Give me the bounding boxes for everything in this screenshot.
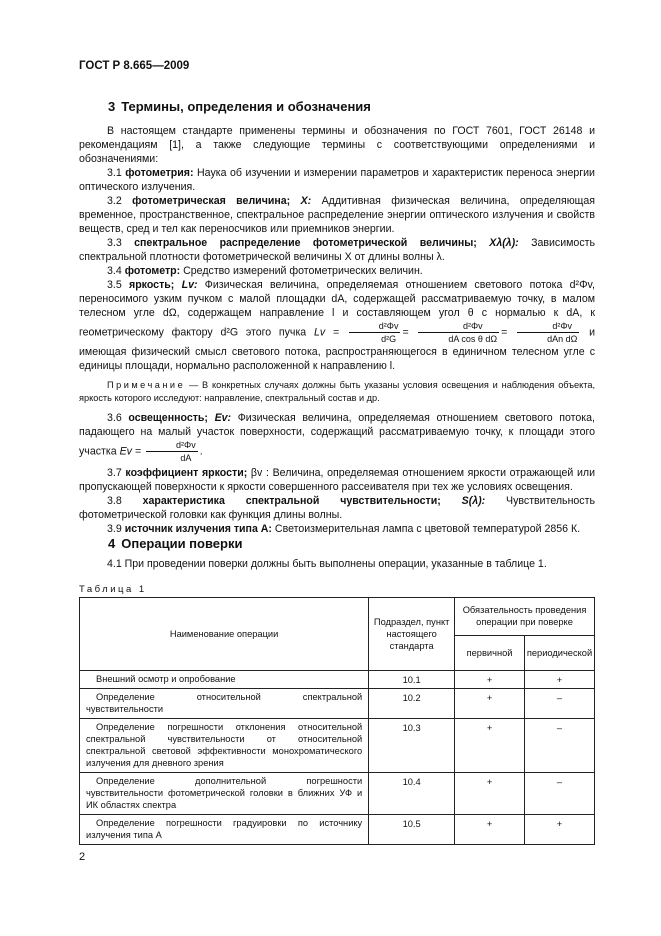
note bbox=[79, 379, 595, 405]
term-number: 3.7 bbox=[107, 467, 122, 479]
term-symbol: Lv: bbox=[181, 279, 198, 291]
term-number: 3.5 bbox=[107, 279, 122, 291]
periodic-cell: – bbox=[524, 719, 594, 773]
header-operation: Наименование операции bbox=[80, 598, 369, 671]
term-number: 3.8 bbox=[107, 495, 122, 507]
term-symbol: Ev: bbox=[214, 412, 232, 424]
periodic-cell: + bbox=[524, 815, 594, 845]
term-name: фотометрическая величина; bbox=[132, 195, 291, 207]
term-3-5: 3.5 яркость; Lv: Физическая величина, определяемая отношением светового потока d²Φv, переносимого узким пучком с малой площадки dA, содержащей рассматриваемую точку, в малом телесном угле dΩ, содержащем направление l и составляющем угол θ с нормалью к dA, к геометрическому фактору d²G этого пучка Lv = $\frac{\text{d²Φv}}{\text{d²G}}$ = $\frac{\text{d²Φv}}{\text{dA cos θ dΩ}}$ = $\frac{\text{d²Φv}}{\text{dAn dΩ}}$ и имеющая физический смысл светового потока, распространяющегося в единичном телесном угле с единицы площади, нормально расположенной к направлению l. bbox=[79, 279, 595, 372]
illuminance-fraction: $\frac{\text{d²Φv}}{dA}$ bbox=[146, 439, 198, 464]
luminance-fraction-3: $\frac{\text{d²Φv}}{\text{dAn dΩ}}$ bbox=[517, 320, 579, 345]
section-4-body bbox=[79, 557, 595, 571]
header-obligation: Обязательность проведения операции при поверке bbox=[455, 598, 595, 636]
primary-cell: + bbox=[455, 773, 525, 815]
table-row bbox=[80, 815, 595, 845]
primary-cell: + bbox=[455, 719, 525, 773]
header-primary: первичной bbox=[455, 635, 525, 671]
table-row bbox=[80, 689, 595, 719]
document-header: ГОСТ Р 8.665—2009 bbox=[79, 60, 190, 72]
term-definition: Физическая величина, определяемая отношением светового потока, падающего на малый участок поверхности, содержащий рассматриваемую точку, к площади этого участка bbox=[79, 412, 595, 458]
term-definition: Аддитивная физическая величина, определяющая временное, пространственное, спектральное распределение энергии оптического излучения и свойств веществ, сред и тел как переносчиков или приемников энергии. bbox=[79, 195, 596, 235]
term-definition-tail: и имеющая физический смысл светового потока, распространяющегося в единичном телесном угле с единицы площади, нормально расположенной к направлению l. bbox=[79, 326, 595, 372]
term-name: фотометр: bbox=[124, 265, 181, 277]
term-3-1 bbox=[79, 166, 595, 194]
section-3-title: Термины, определения и обозначения bbox=[121, 99, 371, 114]
operation-cell: Определение дополнительной погрешности чувствительности фотометрической головки в ближних УФ и ИК областях спектра bbox=[80, 773, 369, 815]
term-definition: Физическая величина, определяемая отношением светового потока d²Φv, переносимого узким пучком с малой площадки dA, содержащей рассматриваемую точку, в малом телесном угле dΩ, содержащем направление l и составляющем угол θ с нормалью к dA, к геометрическому фактору d²G этого пучка bbox=[79, 279, 595, 339]
table-row bbox=[80, 773, 595, 815]
primary-cell: + bbox=[455, 815, 525, 845]
luminance-fraction-1: $\frac{\text{d²Φv}}{\text{d²G}}$ bbox=[349, 320, 401, 345]
formula-lhs: Lv = bbox=[313, 326, 340, 339]
term-number: 3.9 bbox=[107, 523, 122, 535]
periodic-cell: – bbox=[524, 773, 594, 815]
term-name: источник излучения типа А: bbox=[124, 523, 272, 535]
term-name: фотометрия: bbox=[125, 167, 194, 179]
section-4-heading bbox=[108, 536, 242, 551]
operation-cell: Внешний осмотр и опробование bbox=[80, 671, 369, 689]
section-3-body bbox=[79, 124, 595, 536]
term-definition: Светоизмерительная лампа с цветовой температурой 2856 К. bbox=[274, 523, 581, 535]
term-3-4 bbox=[79, 264, 595, 278]
page-number: 2 bbox=[79, 851, 86, 863]
subsection-cell: 10.2 bbox=[369, 689, 455, 719]
subsection-cell: 10.4 bbox=[369, 773, 455, 815]
term-definition: Величина, определяемая отношением яркости отражающей или пропускающей поверхности к яркости совершенного рассеивателя при тех же условиях освещения. bbox=[79, 467, 595, 493]
section-3-intro: В настоящем стандарте применены термины и обозначения по ГОСТ 7601, ГОСТ 26148 и рекомендациям [1], а также следующие термины с соответствующими определениями и обозначениями: bbox=[79, 125, 595, 165]
term-definition: Чувствительность фотометрической головки как функция длины волны. bbox=[79, 495, 595, 521]
primary-cell: + bbox=[455, 671, 525, 689]
operation-cell: Определение погрешности отклонения относительной спектральной чувствительности от относительной спектральной световой эффективности монохроматического излучения для дневного зрения bbox=[80, 719, 369, 773]
section-3-heading bbox=[108, 99, 371, 114]
table-row bbox=[80, 719, 595, 773]
term-symbol: X: bbox=[300, 195, 312, 207]
operations-table bbox=[79, 597, 595, 845]
term-definition: Наука об изучении и измерении параметров и характеристик переноса энергии оптического излучения. bbox=[79, 167, 595, 193]
term-number: 3.1 bbox=[107, 167, 122, 179]
operation-cell: Определение относительной спектральной чувствительности bbox=[80, 689, 369, 719]
term-name: освещенность; bbox=[128, 412, 208, 424]
note-label: Примечание bbox=[107, 380, 186, 390]
term-symbol: S(λ): bbox=[461, 495, 486, 507]
periodic-cell: + bbox=[524, 671, 594, 689]
term-number: 3.3 bbox=[107, 237, 122, 249]
header-periodic: периодической bbox=[524, 635, 594, 671]
paragraph-4-1: 4.1 При проведении поверки должны быть выполнены операции, указанные в таблице 1. bbox=[107, 558, 547, 570]
term-3-6: 3.6 освещенность; Ev: Физическая величина, определяемая отношением светового потока, падающего на малый участок поверхности, содержащий рассматриваемую точку, к площади этого участка Ev = $\frac{\text{d²Φv}}{dA}$ . bbox=[79, 412, 595, 463]
table-header-row bbox=[80, 598, 595, 636]
periodic-cell: – bbox=[524, 689, 594, 719]
section-4-number: 4 bbox=[108, 536, 116, 551]
subsection-cell: 10.3 bbox=[369, 719, 455, 773]
formula-lhs: Ev = bbox=[119, 445, 142, 458]
term-number: 3.2 bbox=[107, 195, 122, 207]
header-subsection: Подраздел, пункт настоящего стандарта bbox=[369, 598, 455, 671]
term-name: коэффициент яркости; bbox=[125, 467, 248, 479]
note-text: — В конкретных случаях должны быть указаны условия освещения и наблюдения объекта, яркость которого исследуют: направление, спектральный состав и др. bbox=[79, 380, 595, 403]
term-name: характеристика спектральной чувствительности; bbox=[142, 495, 441, 507]
term-3-8 bbox=[79, 494, 595, 522]
term-symbol: βv : bbox=[250, 467, 269, 479]
term-3-7 bbox=[79, 466, 595, 494]
primary-cell: + bbox=[455, 689, 525, 719]
term-definition: Зависимость спектральной плотности фотометрической величины X от длины волны λ. bbox=[79, 237, 595, 263]
term-name: яркость; bbox=[129, 279, 175, 291]
term-number: 3.4 bbox=[107, 265, 122, 277]
term-3-3 bbox=[79, 236, 595, 264]
term-name: спектральное распределение фотометрической величины; bbox=[134, 237, 477, 249]
subsection-cell: 10.5 bbox=[369, 815, 455, 845]
table-row bbox=[80, 671, 595, 689]
luminance-fraction-2: $\frac{\text{d²Φv}}{\text{dA cos θ dΩ}}$ bbox=[418, 320, 499, 345]
term-number: 3.6 bbox=[107, 412, 122, 424]
term-3-2 bbox=[79, 194, 595, 236]
term-symbol: Xλ(λ): bbox=[489, 237, 519, 249]
section-4-title: Операции поверки bbox=[121, 536, 243, 551]
term-definition: Средство измерений фотометрических величин. bbox=[183, 265, 423, 277]
term-3-9 bbox=[79, 522, 595, 536]
subsection-cell: 10.1 bbox=[369, 671, 455, 689]
section-3-number: 3 bbox=[108, 99, 116, 114]
table-caption: Таблица 1 bbox=[79, 584, 147, 595]
operation-cell: Определение погрешности градуировки по источнику излучения типа А bbox=[80, 815, 369, 845]
